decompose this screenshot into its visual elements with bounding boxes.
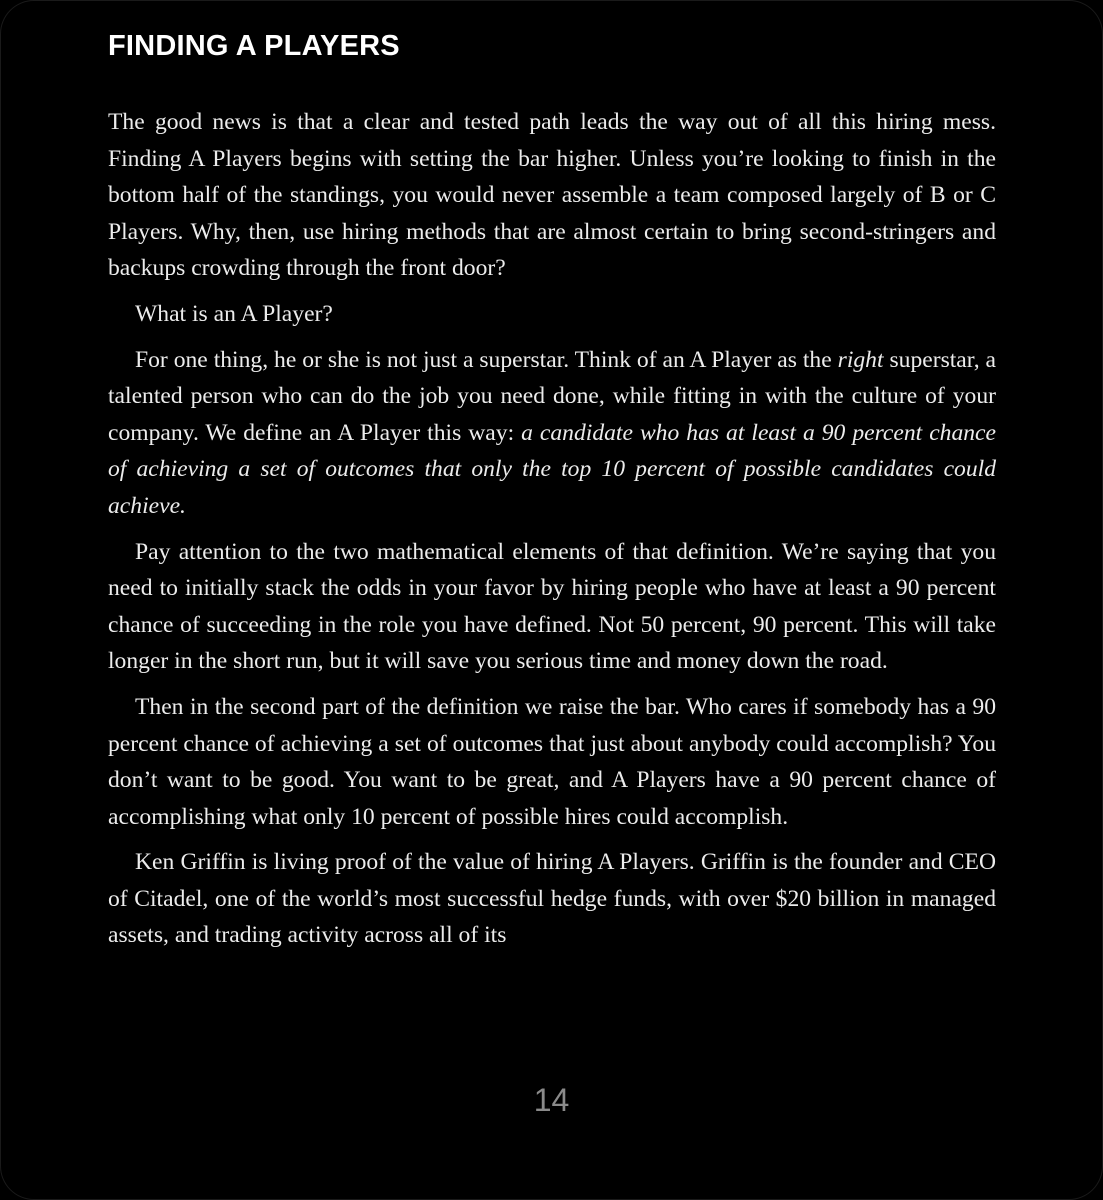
paragraph-3 bbox=[108, 342, 996, 525]
paragraph-3-definition: a candidate who has at least a 90 percent chance of achieving a set of outcomes that only the top 10 percent of possible candidates could achieve. bbox=[108, 419, 997, 519]
paragraph-5: Then in the second part of the definition we raise the bar. Who cares if somebody has a 90 percent chance of achieving a set of outcomes that just about anybody could accomplish? You don’t want to be good. You want to be great, and A Players have a 90 percent chance of accomplishing what only 10 percent of possible hires could accomplish. bbox=[108, 693, 996, 830]
page-number: 14 bbox=[533, 1082, 570, 1118]
paragraph-3-italic-right: right bbox=[837, 346, 884, 373]
paragraph-4: Pay attention to the two mathematical elements of that definition. We’re saying that you need to initially stack the odds in your favor by hiring people who have at least a 90 percent chance of succeeding in the role you have defined. Not 50 percent, 90 percent. This will take longer in the short run, but it will save you serious time and money down the road. bbox=[108, 538, 996, 675]
body-text bbox=[108, 104, 996, 963]
paragraph-1: The good news is that a clear and tested path leads the way out of all this hiring mess. Finding A Players begins with setting the bar higher. Unless you’re looking to finish in the bottom half of the standings, you would never assemble a team composed largely of B or C Players. Why, then, use hiring methods that are almost certain to bring second-stringers and backups crowding through the front door? bbox=[108, 109, 996, 282]
paragraph-3-text-b: superstar, a talented person who can do the job you need done, while fitting in with the culture of your company. We define an A Player this way: bbox=[108, 346, 996, 446]
chapter-heading: FINDING A PLAYERS bbox=[108, 30, 400, 62]
paragraph-6: Ken Griffin is living proof of the value of hiring A Players. Griffin is the founder and CEO of Citadel, one of the world’s most successful hedge funds, with over $20 billion in managed assets, and trading activity across all of its bbox=[108, 849, 996, 949]
paragraph-3-text-a: For one thing, he or she is not just a superstar. Think of an A Player as the bbox=[135, 346, 838, 373]
paragraph-2: What is an A Player? bbox=[135, 300, 333, 327]
